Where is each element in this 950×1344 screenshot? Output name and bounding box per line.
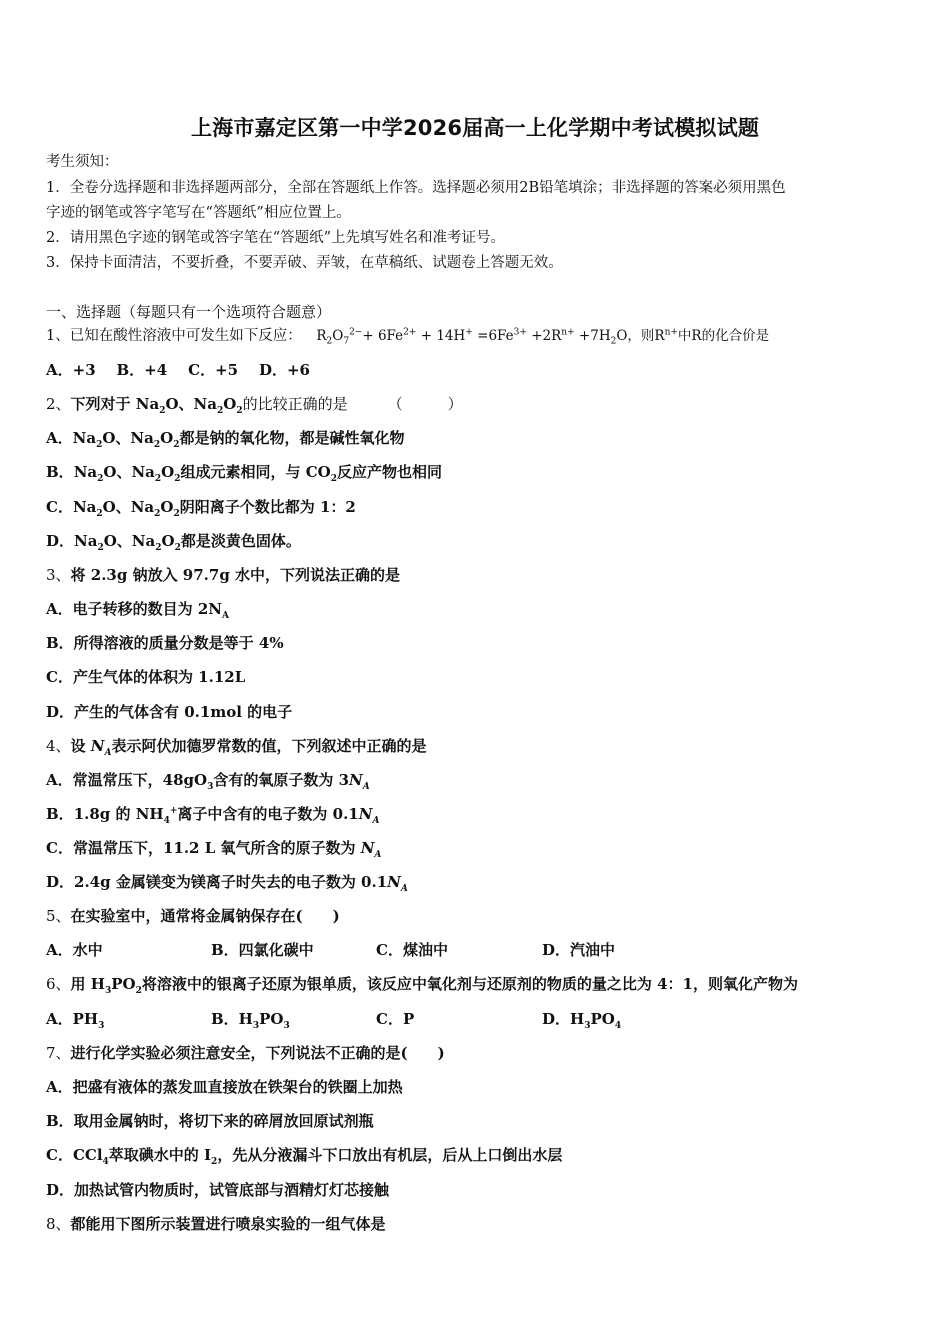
q7-option-c[interactable]: C．CCl$_4$萃取碘水中的 $I_2$，先从分液漏斗下口放出有机层，后从上口倒出水层 [46,1146,563,1167]
q3-option-d[interactable]: D．产生的气体含有 0.1mol 的电子 [46,703,293,721]
question-2-stem: 2、下列对于 $Na_2O$、$Na_2O_2$的比较正确的是 （ ） [46,395,463,416]
q5-option-d[interactable]: D．汽油中 [542,941,616,959]
q6-option-c[interactable]: C．P [376,1010,415,1028]
q4-option-d[interactable]: D．2.4g 金属镁变为镁离子时失去的电子数为 $0.1N_A$ [46,873,408,894]
q4-option-b[interactable]: B．1.8g 的 $NH_4^+$离子中含有的电子数为 $0.1N_A$ [46,805,380,826]
q7-option-a[interactable]: A．把盛有液体的蒸发皿直接放在铁架台的铁圈上加热 [46,1078,403,1096]
q2-option-c[interactable]: C．$Na_2O$、$Na_2O_2$阴阳离子个数比都为 1：2 [46,498,356,519]
question-3-stem: 3、将 2.3g 钠放入 97.7g 水中，下列说法正确的是 [46,566,401,584]
question-8-stem: 8、都能用下图所示装置进行喷泉实验的一组气体是 [46,1215,386,1233]
q6-option-d[interactable]: D．$H_3PO_4$ [542,1010,622,1031]
q5-option-a[interactable]: A．水中 [46,941,103,959]
q4-option-a[interactable]: A．常温常压下，$48gO_3$含有的氧原子数为 $3N_A$ [46,771,370,792]
q5-option-b[interactable]: B．四氯化碳中 [211,941,314,959]
q7-option-b[interactable]: B．取用金属钠时，将切下来的碎屑放回原试剂瓶 [46,1112,374,1130]
notice-item-2: 2．请用黑色字迹的钢笔或答字笔在“答题纸”上先填写姓名和准考证号。 [46,230,506,246]
question-6-stem: 6、用 $H_3PO_2$将溶液中的银离子还原为银单质，该反应中氧化剂与还原剂的物质的量之比为 4：1，则氧化产物为 [46,975,798,996]
q2-option-d[interactable]: D．$Na_2O$、$Na_2O_2$都是淡黄色固体。 [46,532,301,553]
q1-option-b[interactable]: B．+4 [116,361,168,379]
q1-stem-text: 1、已知在酸性溶液中可发生如下反应： [46,328,302,344]
question-4-stem: 4、设 $N_A$表示阿伏加德罗常数的值，下列叙述中正确的是 [46,737,427,758]
q2-option-b[interactable]: B．$Na_2O$、$Na_2O_2$组成元素相同，与 $CO_2$反应产物也相同 [46,463,443,484]
q6-option-a[interactable]: A．$PH_3$ [46,1010,105,1031]
q3-option-b[interactable]: B．所得溶液的质量分数是等于 4% [46,634,284,652]
q1-option-c[interactable]: C．+5 [188,361,239,379]
q7-option-d[interactable]: D．加热试管内物质时，试管底部与酒精灯灯芯接触 [46,1181,390,1199]
notice-heading: 考生须知： [46,154,119,170]
section-heading: 一、选择题（每题只有一个选项符合题意） [46,303,332,321]
page-title: 上海市嘉定区第一中学2026届高一上化学期中考试模拟试题 [190,116,760,140]
question-7-stem: 7、进行化学实验必须注意安全，下列说法不正确的是( ) [46,1044,445,1062]
q2-option-a[interactable]: A．$Na_2O$、$Na_2O_2$都是钠的氧化物，都是碱性氧化物 [46,429,405,450]
q3-option-c[interactable]: C．产生气体的体积为 1.12L [46,668,246,686]
notice-item-1: 1．全卷分选择题和非选择题两部分，全部在答题纸上作答。选择题必须用2B铅笔填涂；非选择题的答案必须用黑色 [46,180,786,196]
question-5-stem: 5、在实验室中，通常将金属钠保存在( ) [46,907,340,925]
q1-option-a[interactable]: A．+3 [46,361,96,379]
q1-equation: $R_2O_7^{2-}+ 6Fe^{2+} + 14H^+ =6Fe^{3+} +2R^{n+} +7H_2O$，则$R^{n+}$中R的化合价是 [316,327,770,347]
q3-option-a[interactable]: A．电子转移的数目为 $2N_A$ [46,600,229,621]
q1-options [46,360,310,380]
q5-option-c[interactable]: C．煤油中 [376,941,448,959]
notice-item-3: 3．保持卡面清洁，不要折叠，不要弄破、弄皱，在草稿纸、试题卷上答题无效。 [46,255,563,271]
notice-item-1-cont: 字迹的钢笔或答字笔写在“答题纸”相应位置上。 [46,205,351,221]
q6-option-b[interactable]: B．$H_3PO_3$ [211,1010,290,1031]
q4-option-c[interactable]: C．常温常压下，11.2 L 氧气所含的原子数为 $N_A$ [46,839,382,860]
question-1-stem [46,326,769,346]
q1-option-d[interactable]: D．+6 [258,361,310,379]
